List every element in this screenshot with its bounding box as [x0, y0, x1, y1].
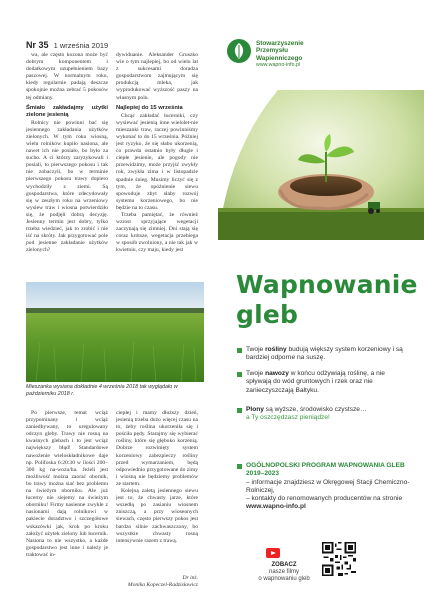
photo-caption: Mieszanka wysiana dokładnie 4 września 2018 tak wyglądało w październiku 2018 r.	[26, 384, 178, 397]
benefit-item-2	[237, 370, 412, 395]
watch-sublabel: o wapnowaniu gleb	[258, 576, 310, 582]
watch-sublabel: nasze filmy	[268, 569, 299, 575]
hands-with-seedling-photo	[218, 90, 424, 240]
article-column-4	[116, 410, 198, 580]
article-subheading: Śmiało zakładajmy użytki zielone jesienią	[26, 104, 108, 118]
article-paragraph: Chcąc zakładać łucerniki, czy wysiewać jesienią inne wielolet-nie mieszanki traw, raczej powinniśmy wykonać to do 15 września. Później jest ryzyko, że się słabo ukorzenią, co prawda ostatnio były długie i ciepłe jesienie, ale pogody nie przewidzimy, może przyjść zwykły rok, zwykła zima i w listopadzie spadnie śnieg. Musimy liczyć się z tym, że opóźnienie siewu spowoduje zbyt słaby rozwój systemu korzeniowego, bo nie będzie na to czasu.	[116, 112, 198, 211]
benefit-text	[237, 346, 412, 363]
ad-headline-line-1: Wapnowanie	[236, 270, 418, 299]
benefit-keyword: rośliny	[265, 346, 287, 353]
benefit-text	[237, 406, 412, 423]
association-name-line: Wapienniczego	[256, 54, 303, 62]
watch-videos-callout	[254, 562, 314, 583]
article-paragraph: Trzeba pamiętać, że również wzrost sprzyjające wegetacji zaczynają się zimniej. Dni stają się coraz krótsze, wegetacja przebiega w sposób zwolniony, a nie tak jak w kwietniu, czy maju, kiedy jest	[116, 211, 198, 254]
article-paragraph: ciepłej i mamy dłuższy dzień, jesienią trzeba dużo więcej czasu na to, żeby roślina ukorzeniła się i pościła pędy. Starajmy się wybierać rośliny, które się głęboko korzenią. Dobrze rozwinięty system korzeniowy zabezpieczy rośliny przed wymarzaniem, będą odpowiednio przygotowane do zimy i wiosną nie będziemy problemów ze startem.	[116, 410, 198, 487]
ad-headline	[236, 270, 418, 330]
association-logo-icon	[226, 38, 252, 64]
author-name: Monika Kopeczel-Radzisławicz	[127, 582, 198, 588]
bullet-square-icon	[237, 372, 242, 377]
article-paragraph: dywiduanie. Aleksander Gruszko wie o tym najlepiej, bo od wielu lat z sukcesami doradza gospodarstwom zajmującym się produkcją mleka, jak wyprodukować wyższość paszy na własnym polu.	[116, 52, 198, 101]
qr-code-icon[interactable]	[322, 542, 356, 576]
article-column-2	[116, 52, 198, 280]
article-column-3	[26, 410, 108, 592]
program-heading: OGÓLNOPOLSKI PROGRAM WAPNOWANIA GLEB 2019–2023	[246, 462, 405, 478]
bullet-square-icon	[237, 408, 242, 413]
benefit-rest: są wyższe, środowisko czystsze…	[263, 406, 367, 413]
issue-number: Nr 35	[26, 40, 49, 50]
hands-seedling-image	[218, 90, 424, 240]
benefit-text	[237, 370, 412, 395]
benefit-rest: budują większy system korzeniowy i są bardziej odporne na suszę.	[246, 346, 403, 362]
benefit-item-1	[237, 346, 412, 363]
article-paragraph: Rolnicy nie powinni bać się jesiennego zakładania użytków zielonych. W tym roku wiosną, wielu rolników kupiło nasiona, ale nawet ich nie posiało, bo było za sucho. A ci którzy zaryzykowali i posiali, to pierwszego pokosu i tak nie zobaczyli, bo w terminie pierwszego pokosu trawy dopiero wychodziły z ziemi. Są gospodarstwa, które zdecydowały się w zeszłym roku na wrzeniowy wysiew traw i wiosna potwierdziło się, że podjęli dobrą decyzję. Jesienny termin jest dobry, tylko trzeba wiedzieć, jak to zrobić i nie iść na skróty. Jak przygotować pole pod jesienne zakładanie użytków zielonych?	[26, 119, 108, 254]
issue-date: 1 września 2019	[53, 41, 109, 50]
article-paragraph: Po pierwsze, temat wciąż przypominany i wciąż zaniedbywany, to uregulowany odczyn gleby. Trawy nie rosną na kwaśnych glebach i to jest wciąż największy błąd! Standardowe nawożenie wieloskładnikowe daje np. Polifoska 6:20:30 w ilości 200–300 kg na-wozu/ha. Jeżeli jest możliwość można zaorać obornik, bo trawy można siać bez problemu na świeżym oborniku. Ale już łucerny nie siejemy na świeżym oborniku! Firmy nasienne zwykle z nasionami dają rolnikowi w pakiecie doradztwo i szczegółowe wskazówki jak, krok po kroku założyć użytek zielony lub łucernik. Nasiona to nie wszystko, a każde gospodarstwo jest inne i należy je traktować in-	[26, 410, 108, 558]
association-name	[256, 40, 304, 62]
benefit-prefix: Twoje	[246, 370, 266, 377]
benefit-savings: a Ty oszczędzasz pieniądze!	[246, 414, 330, 422]
benefit-prefix: Twoje	[246, 346, 266, 353]
page-header	[26, 40, 108, 50]
watch-label: ZOBACZ	[271, 562, 297, 568]
bullet-square-icon	[237, 348, 242, 353]
bullet-square-icon	[237, 464, 242, 469]
association-name-line: Stowarzyszenie	[256, 40, 304, 47]
article-paragraph: Kolejną zaletą jesiennego siewu jest to, że chwasty jarze, które wszedłą po zasianiu wiosnem zniszczą, a przy wiosennych siewach, często pierwszy pokos jest bardzo silnie zachwaszczony, bo wszystkie chwasty rosną intensywnie razem z trawą.	[116, 488, 198, 544]
program-info-line: – informacje znajdziesz w Okręgowej Stacji Chemiczno-Rolniczej,	[246, 478, 410, 494]
youtube-play-icon[interactable]	[266, 548, 280, 558]
benefit-keyword: Plony	[246, 406, 264, 413]
program-website-link[interactable]: www.wapno-info.pl	[246, 503, 306, 511]
benefit-keyword: nawozy	[265, 370, 289, 377]
article-column-1	[26, 52, 108, 280]
liming-program-info	[237, 462, 417, 512]
benefit-item-3	[237, 406, 412, 423]
program-info-text: – kontakty do renomowanych producentów na stronie	[246, 495, 403, 503]
association-url[interactable]: www.wapno-info.pl	[256, 62, 301, 68]
article-subheading: Najlepiej do 15 września	[116, 104, 183, 111]
grass-field-image	[26, 282, 204, 382]
association-name-line: Przemysłu	[256, 47, 288, 55]
author-title: Dr inż.	[182, 575, 198, 581]
program-info-line	[237, 495, 417, 512]
article-paragraph: wa, ale często kozona może być dobrym komponentem i dodatkowym uzupełnieniem bazy paszowej. W normalnym roku, kiedy regularnie padają deszcze spokojnie można zebrać 5 pokosów tej odmiany.	[26, 52, 108, 101]
benefit-rest: w końcu odżywiają roślinę, a nie spływają do wód gruntowych i rzek oraz nie zanieczyszczają Bałtyku.	[246, 370, 385, 394]
ad-headline-line-2: gleb	[236, 300, 299, 329]
field-photo	[26, 282, 204, 382]
author-signature	[116, 575, 198, 589]
